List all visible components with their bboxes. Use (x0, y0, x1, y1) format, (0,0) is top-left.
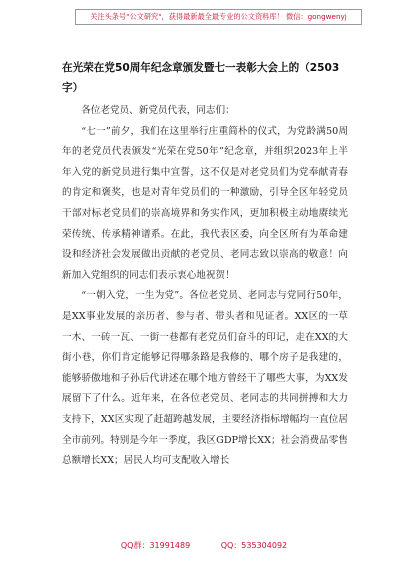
page-footer (0, 540, 408, 551)
body-paragraph: “七一”前夕，我们在这里举行庄重简朴的仪式，为党龄满50周年的老党员代表颁发“光荣在党50年”纪念章，并组织2023年上半年入党的新党员进行集中宣誓，这不仅是对老党员们为党奉献青春的肯定和褒奖，也是对青年党员们的一种激励，引导全区年轻党员干部对标老党员们的崇高境界和务实作风，更加积极主动地赓续光荣传统、传承精神谱系。在此，我代表区委，向全区所有为革命建设和经济社会发展做出贡献的老党员、老同志致以崇高的敬意！向新加入党组织的同志们表示衷心地祝贺！ (62, 125, 348, 281)
qq-group-number: QQ群：31991489 (120, 541, 191, 550)
document-title: 在光荣在党50周年纪念章颁发暨七一表彰大会上的（2503字） (62, 62, 340, 94)
promo-banner: 关注头条号"公文研究"，获得最新最全最专业的公文资料库！ 微信：gongwenyj (75, 9, 362, 25)
qq-number: QQ：535304092 (220, 541, 288, 550)
document-body (62, 101, 348, 472)
body-paragraph: “一朝入党，一生为党”。各位老党员、老同志与党同行50年，是XX事业发展的亲历者、参与者、带头者和见证者。XX区的一草一木、一砖一瓦、一街一巷都有老党员们奋斗的印记，走在XX的大街小巷，你们肯定能够记得哪条路是我修的、哪个房子是我建的，能够骄傲地和子孙后代讲述在哪个地方曾经干了哪些大事，为XX发展留下了什么。近年来，在各位老党员、老同志的共同拼搏和大力支持下，XX区实现了赶超跨越发展，主要经济指标增幅均一直位居全市前列。特别是今年一季度，我区GDP增长XX；社会消费品零售总额增长XX；居民人均可支配收入增长 (62, 290, 348, 467)
salutation-paragraph: 各位老党员、新党员代表，同志们： (81, 105, 235, 116)
